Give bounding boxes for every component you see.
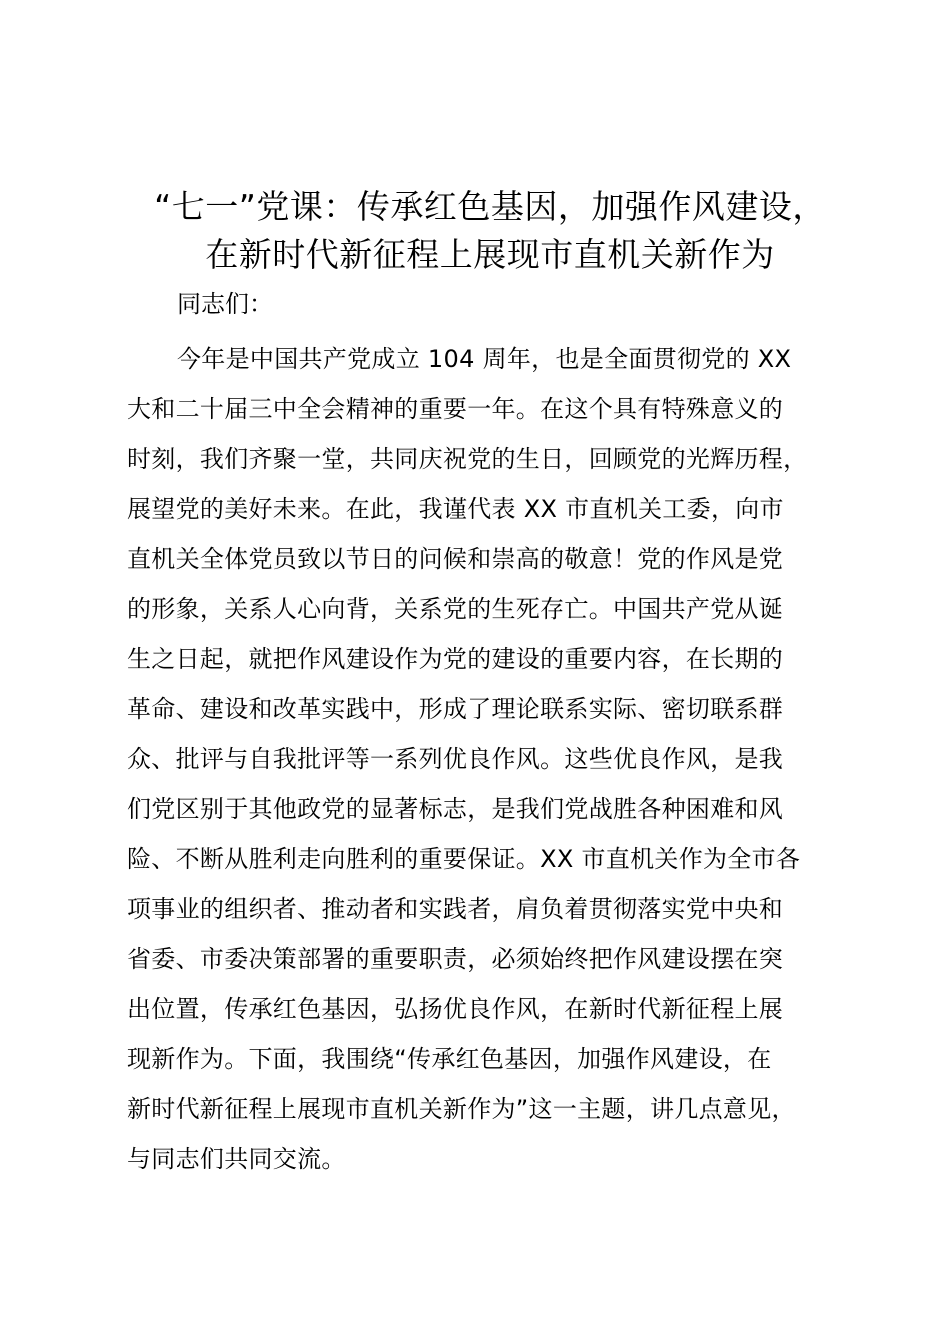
paragraph-line: 现新作为。下面，我围绕“传承红色基因，加强作风建设，在 — [127, 1045, 772, 1073]
paragraph-line: 今年是中国共产党成立 104 周年，也是全面贯彻党的 XX — [177, 345, 792, 373]
paragraph-line: 革命、建设和改革实践中，形成了理论联系实际、密切联系群 — [127, 695, 784, 723]
body-paragraph — [127, 334, 847, 1184]
paragraph-line: 省委、市委决策部署的重要职责，必须始终把作风建设摆在突 — [127, 945, 784, 973]
paragraph-line: 险、不断从胜利走向胜利的重要保证。XX 市直机关作为全市各 — [127, 845, 801, 873]
title-line-2: 在新时代新征程上展现市直机关新作为 — [205, 235, 775, 274]
paragraph-line: 时刻，我们齐聚一堂，共同庆祝党的生日，回顾党的光辉历程， — [127, 445, 808, 473]
document-title — [120, 183, 860, 279]
paragraph-line: 们党区别于其他政党的显著标志，是我们党战胜各种困难和风 — [127, 795, 784, 823]
paragraph-line: 展望党的美好未来。在此，我谨代表 XX 市直机关工委，向市 — [127, 495, 784, 523]
paragraph-line: 大和二十届三中全会精神的重要一年。在这个具有特殊意义的 — [127, 395, 784, 423]
paragraph-line: 的形象，关系人心向背，关系党的生死存亡。中国共产党从诞 — [127, 595, 784, 623]
title-line-1: “七一”党课：传承红色基因，加强作风建设， — [154, 187, 826, 226]
greeting: 同志们： — [177, 290, 273, 318]
paragraph-line: 众、批评与自我批评等一系列优良作风。这些优良作风，是我 — [127, 745, 784, 773]
paragraph-line: 项事业的组织者、推动者和实践者，肩负着贯彻落实党中央和 — [127, 895, 784, 923]
paragraph-line: 出位置，传承红色基因，弘扬优良作风，在新时代新征程上展 — [127, 995, 784, 1023]
paragraph-line: 生之日起，就把作风建设作为党的建设的重要内容，在长期的 — [127, 645, 784, 673]
paragraph-line: 新时代新征程上展现市直机关新作为”这一主题，讲几点意见， — [127, 1095, 796, 1123]
paragraph-line: 与同志们共同交流。 — [127, 1145, 346, 1173]
paragraph-line: 直机关全体党员致以节日的问候和崇高的敬意！党的作风是党 — [127, 545, 784, 573]
